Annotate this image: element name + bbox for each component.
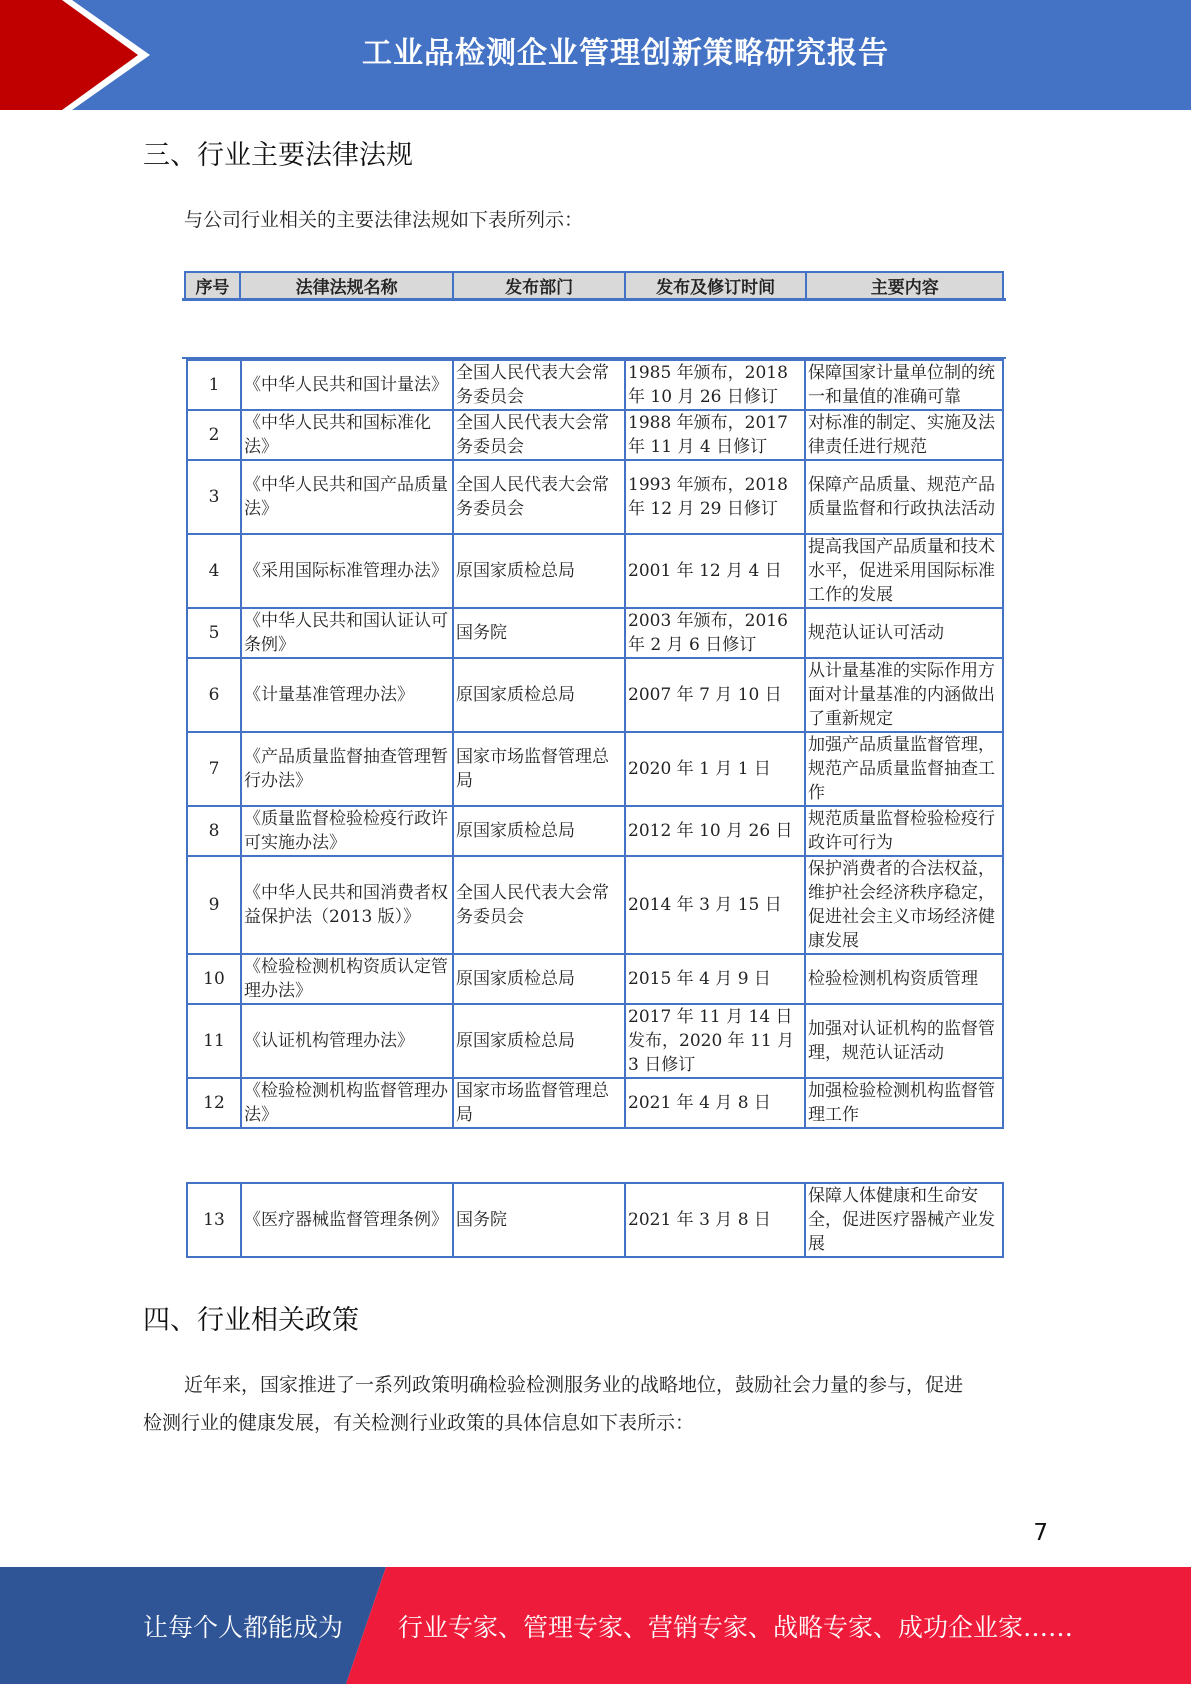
law-name: 《质量监督检验检疫行政许可实施办法》 (241, 806, 453, 856)
law-name: 《医疗器械监督管理条例》 (241, 1183, 453, 1257)
issuing-department: 全国人民代表大会常务委员会 (453, 856, 625, 954)
main-content: 对标准的制定、实施及法律责任进行规范 (805, 410, 1003, 460)
row-number: 9 (187, 856, 241, 954)
main-content: 加强产品质量监督管理，规范产品质量监督抽查工作 (805, 732, 1003, 806)
main-content: 规范认证认可活动 (805, 608, 1003, 658)
issue-time: 1985 年颁布，2018 年 10 月 26 日修订 (625, 360, 805, 410)
issuing-department: 全国人民代表大会常务委员会 (453, 410, 625, 460)
table-row (187, 1183, 1003, 1257)
issue-time: 2012 年 10 月 26 日 (625, 806, 805, 856)
issue-time: 2007 年 7 月 10 日 (625, 658, 805, 732)
table-row (187, 954, 1003, 1004)
law-table-continued (186, 1182, 1004, 1258)
table-row (187, 534, 1003, 608)
row-number: 4 (187, 534, 241, 608)
issue-time: 2020 年 1 月 1 日 (625, 732, 805, 806)
table-row (187, 806, 1003, 856)
issuing-department: 全国人民代表大会常务委员会 (453, 460, 625, 534)
issuing-department: 国家市场监督管理总局 (453, 1078, 625, 1128)
issue-time: 2021 年 3 月 8 日 (625, 1183, 805, 1257)
issue-time: 1993 年颁布，2018 年 12 月 29 日修订 (625, 460, 805, 534)
issuing-department: 原国家质检总局 (453, 954, 625, 1004)
row-number: 13 (187, 1183, 241, 1257)
law-name: 《中华人民共和国计量法》 (241, 360, 453, 410)
table-row (187, 732, 1003, 806)
footer-banner (0, 1567, 1191, 1684)
row-number: 2 (187, 410, 241, 460)
table-row (187, 856, 1003, 954)
row-number: 5 (187, 608, 241, 658)
main-content: 检验检测机构资质管理 (805, 954, 1003, 1004)
main-content: 规范质量监督检验检疫行政许可行为 (805, 806, 1003, 856)
law-name: 《中华人民共和国产品质量法》 (241, 460, 453, 534)
law-name: 《检验检测机构资质认定管理办法》 (241, 954, 453, 1004)
main-content: 加强对认证机构的监督管理，规范认证活动 (805, 1004, 1003, 1078)
issuing-department: 国家市场监督管理总局 (453, 732, 625, 806)
row-number: 7 (187, 732, 241, 806)
issue-time: 2015 年 4 月 9 日 (625, 954, 805, 1004)
main-content: 加强检验检测机构监督管理工作 (805, 1078, 1003, 1128)
header-cell-time: 发布及修订时间 (625, 272, 807, 299)
header-cell-name: 法律法规名称 (240, 272, 453, 299)
table-row (187, 658, 1003, 732)
row-number: 11 (187, 1004, 241, 1078)
law-name: 《检验检测机构监督管理办法》 (241, 1078, 453, 1128)
table-row (187, 460, 1003, 534)
main-content: 保护消费者的合法权益，维护社会经济秩序稳定，促进社会主义市场经济健康发展 (805, 856, 1003, 954)
main-content: 从计量基准的实际作用方面对计量基准的内涵做出了重新规定 (805, 658, 1003, 732)
header-underline (182, 298, 1006, 301)
table-row (187, 608, 1003, 658)
report-title: 工业品检测企业管理创新策略研究报告 (362, 36, 889, 71)
header-cell-content: 主要内容 (806, 272, 1003, 299)
main-content: 保障产品质量、规范产品质量监督和行政执法活动 (805, 460, 1003, 534)
section3-intro: 与公司行业相关的主要法律法规如下表所列示： (184, 209, 584, 231)
row-number: 10 (187, 954, 241, 1004)
law-name: 《中华人民共和国消费者权益保护法（2013 版）》 (241, 856, 453, 954)
table-row (187, 360, 1003, 410)
issue-time: 2021 年 4 月 8 日 (625, 1078, 805, 1128)
header-chevron-icon (0, 0, 160, 110)
header-cell-no: 序号 (185, 272, 240, 299)
row-number: 1 (187, 360, 241, 410)
issuing-department: 原国家质检总局 (453, 1004, 625, 1078)
main-content: 保障国家计量单位制的统一和量值的准确可靠 (805, 360, 1003, 410)
issuing-department: 国务院 (453, 1183, 625, 1257)
issue-time: 2003 年颁布，2016 年 2 月 6 日修订 (625, 608, 805, 658)
footer-left-text: 让每个人都能成为 (143, 1612, 344, 1642)
issue-time: 1988 年颁布，2017 年 11 月 4 日修订 (625, 410, 805, 460)
main-content: 保障人体健康和生命安全，促进医疗器械产业发展 (805, 1183, 1003, 1257)
law-name: 《计量基准管理办法》 (241, 658, 453, 732)
law-table (186, 359, 1004, 1129)
issue-time: 2014 年 3 月 15 日 (625, 856, 805, 954)
main-content: 提高我国产品质量和技术水平，促进采用国际标准工作的发展 (805, 534, 1003, 608)
row-number: 3 (187, 460, 241, 534)
section4-paragraph-line1: 近年来，国家推进了一系列政策明确检验检测服务业的战略地位，鼓励社会力量的参与，促进 (184, 1374, 964, 1396)
table-row (187, 410, 1003, 460)
section3-heading: 三、行业主要法律法规 (143, 140, 413, 171)
law-name: 《中华人民共和国标准化法》 (241, 410, 453, 460)
issuing-department: 原国家质检总局 (453, 658, 625, 732)
law-name: 《产品质量监督抽查管理暂行办法》 (241, 732, 453, 806)
page-number: 7 (1033, 1520, 1048, 1546)
issuing-department: 国务院 (453, 608, 625, 658)
law-name: 《认证机构管理办法》 (241, 1004, 453, 1078)
issue-time: 2001 年 12 月 4 日 (625, 534, 805, 608)
row-number: 6 (187, 658, 241, 732)
issuing-department: 全国人民代表大会常务委员会 (453, 360, 625, 410)
issue-time: 2017 年 11 月 14 日发布，2020 年 11 月 3 日修订 (625, 1004, 805, 1078)
law-table-header (184, 271, 1004, 300)
row-number: 8 (187, 806, 241, 856)
section4-heading: 四、行业相关政策 (143, 1305, 359, 1336)
row-number: 12 (187, 1078, 241, 1128)
header-cell-dept: 发布部门 (453, 272, 625, 299)
section4-paragraph-line2: 检测行业的健康发展，有关检测行业政策的具体信息如下表所示： (143, 1412, 695, 1434)
law-name: 《采用国际标准管理办法》 (241, 534, 453, 608)
issuing-department: 原国家质检总局 (453, 534, 625, 608)
table-row (187, 1078, 1003, 1128)
report-header (0, 0, 1191, 110)
footer-right-text: 行业专家、管理专家、营销专家、战略专家、成功企业家…… (398, 1612, 1074, 1642)
law-name: 《中华人民共和国认证认可条例》 (241, 608, 453, 658)
table-row (187, 1004, 1003, 1078)
issuing-department: 原国家质检总局 (453, 806, 625, 856)
